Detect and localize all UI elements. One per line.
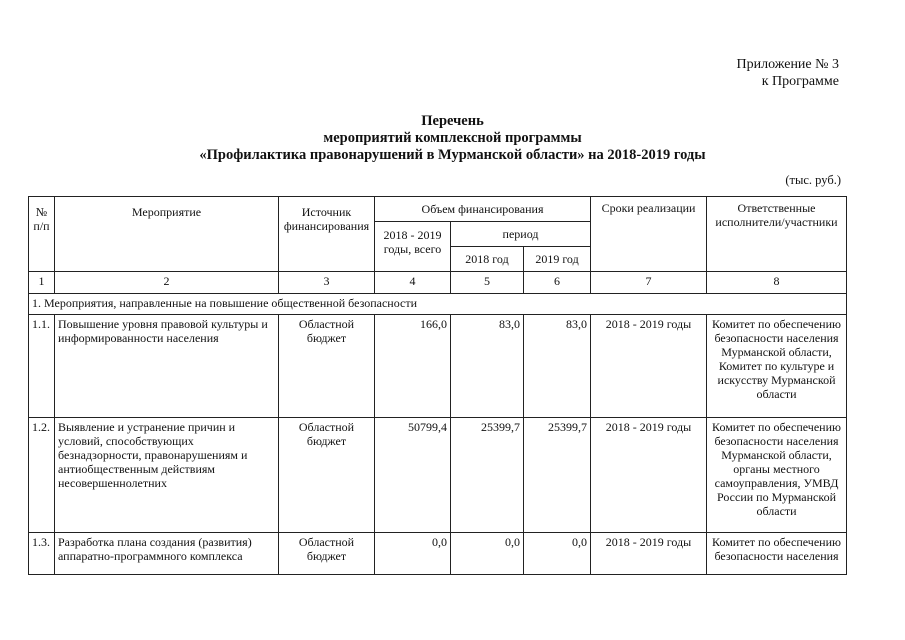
row-source: Областной бюджет [279, 533, 375, 575]
row-responsible: Комитет по обеспечению безопасности населения [707, 533, 847, 575]
table-row [29, 315, 847, 418]
row-2018: 0,0 [451, 533, 524, 575]
row-event: Разработка плана создания (развития) аппаратно-программного комплекса [55, 533, 279, 575]
appendix-line-1: Приложение № 3 [736, 57, 839, 72]
header-row-1 [29, 197, 847, 222]
row-num: 1.3. [29, 533, 55, 575]
colnum-1: 1 [29, 272, 55, 294]
row-total: 0,0 [375, 533, 451, 575]
header-num: № п/п [29, 197, 55, 272]
header-terms: Сроки реализации [591, 197, 707, 272]
header-volume: Объем финансирования [375, 197, 591, 222]
column-numbers-row [29, 272, 847, 294]
row-total: 166,0 [375, 315, 451, 418]
row-event: Повышение уровня правовой культуры и информированности населения [55, 315, 279, 418]
row-total: 50799,4 [375, 418, 451, 533]
events-table [28, 196, 847, 575]
appendix-line-2: к Программе [761, 74, 839, 89]
header-2019: 2019 год [524, 247, 591, 272]
header-2018: 2018 год [451, 247, 524, 272]
colnum-7: 7 [591, 272, 707, 294]
header-period: период [451, 222, 591, 247]
row-terms: 2018 - 2019 годы [591, 533, 707, 575]
header-event: Мероприятие [55, 197, 279, 272]
row-terms: 2018 - 2019 годы [591, 418, 707, 533]
title-line-1: Перечень [421, 113, 484, 129]
row-terms: 2018 - 2019 годы [591, 315, 707, 418]
colnum-2: 2 [55, 272, 279, 294]
row-responsible: Комитет по обеспечению безопасности населения Мурманской области, Комитет по культуре и искусству Мурманской области [707, 315, 847, 418]
table-row [29, 418, 847, 533]
section-title: 1. Мероприятия, направленные на повышение общественной безопасности [29, 294, 847, 315]
title-line-3: «Профилактика правонарушений в Мурманской области» на 2018-2019 годы [199, 147, 706, 163]
row-event: Выявление и устранение причин и условий, способствующих безнадзорности, правонарушениям и антиобщественным действиям несовершеннолетних [55, 418, 279, 533]
table-row [29, 533, 847, 575]
section-row [29, 294, 847, 315]
document-title [0, 113, 905, 164]
row-num: 1.2. [29, 418, 55, 533]
colnum-8: 8 [707, 272, 847, 294]
header-responsible: Ответственные исполнители/участники [707, 197, 847, 272]
row-2018: 83,0 [451, 315, 524, 418]
row-num: 1.1. [29, 315, 55, 418]
units-label: (тыс. руб.) [785, 173, 841, 187]
header-source: Источник финансирования [279, 197, 375, 272]
title-line-2: мероприятий комплексной программы [323, 130, 582, 146]
colnum-5: 5 [451, 272, 524, 294]
row-2019: 83,0 [524, 315, 591, 418]
row-2019: 0,0 [524, 533, 591, 575]
colnum-3: 3 [279, 272, 375, 294]
header-total: 2018 - 2019 годы, всего [375, 222, 451, 272]
row-2018: 25399,7 [451, 418, 524, 533]
row-source: Областной бюджет [279, 315, 375, 418]
row-responsible: Комитет по обеспечению безопасности населения Мурманской области, органы местного самоуправления, УМВД России по Мурманской области [707, 418, 847, 533]
row-2019: 25399,7 [524, 418, 591, 533]
colnum-6: 6 [524, 272, 591, 294]
colnum-4: 4 [375, 272, 451, 294]
appendix-label [737, 56, 840, 90]
row-source: Областной бюджет [279, 418, 375, 533]
